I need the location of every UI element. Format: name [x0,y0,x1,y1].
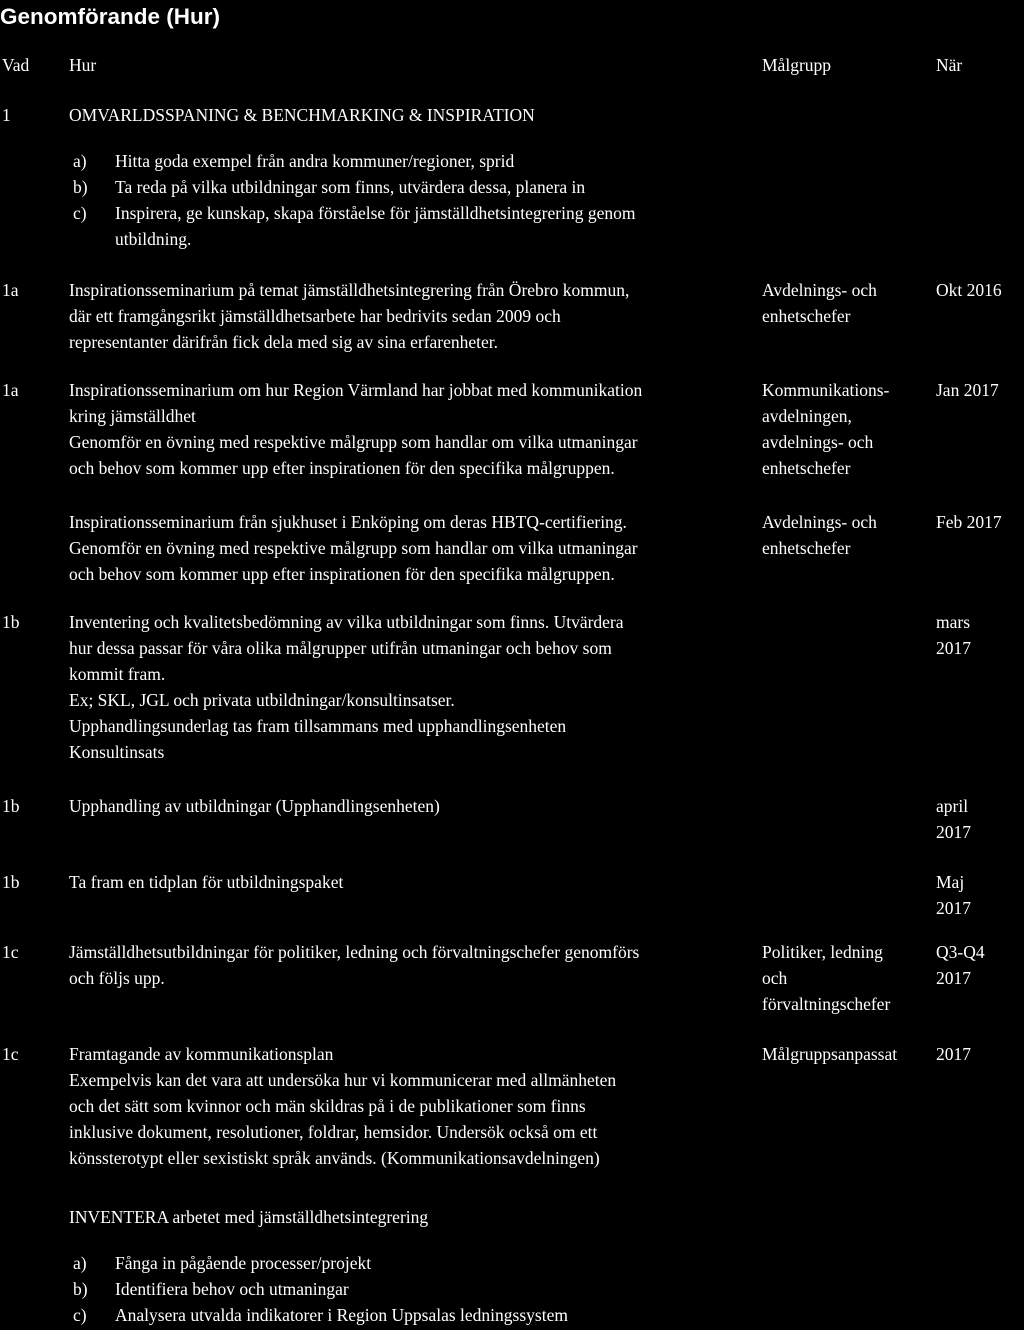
activity-date [936,793,1024,845]
activity-target-group [762,939,932,1017]
activity-description-line: Ta fram en tidplan för utbildningspaket [69,872,344,892]
activity-description-line: inklusive dokument, resolutioner, foldrar, hemsidor. Undersök också om ett [69,1122,598,1142]
inventera-item [73,1276,763,1302]
activity-target-group-line: enhetschefer [762,306,851,326]
inventera-item [73,1302,763,1328]
activity-description-line: Inventering och kvalitetsbedömning av vilka utbildningar som finns. Utvärdera [69,612,624,632]
activity-target-group-line: Avdelnings- och [762,280,877,300]
activity-description-line: Upphandlingsunderlag tas fram tillsammans med upphandlingsenheten [69,716,567,736]
activity-target-group-line: Målgruppsanpassat [762,1044,898,1064]
inventera-title: INVENTERA arbetet med jämställdhetsintegrering [69,1207,429,1227]
goal-text-continued: utbildning. [115,229,192,249]
activity-number [2,939,62,965]
activity-date-line: 2017 [936,1044,971,1064]
activity-target-group-line: enhetschefer [762,458,851,478]
activity-date-line: Feb 2017 [936,512,1002,532]
activity-date [936,277,1024,303]
goal-item [73,174,763,200]
activity-description-line: Genomför en övning med respektive målgrupp som handlar om vilka utmaningar [69,538,638,558]
activity-date [936,377,1024,403]
activity-date [936,1041,1024,1067]
activity-description-line: kommit fram. [69,664,166,684]
activity-number [2,1041,62,1067]
activity-target-group [762,509,932,561]
activity-description [69,939,759,991]
activity-description-line: Genomför en övning med respektive målgrupp som handlar om vilka utmaningar [69,432,638,452]
goal-marker: a) [73,151,87,171]
activity-number-line: 1b [2,872,20,892]
goal-marker: c) [73,203,87,223]
activity-date [936,869,1024,921]
inventera-marker: b) [73,1279,88,1299]
activity-description [69,377,759,481]
goal-text: Hitta goda exempel från andra kommuner/regioner, sprid [115,151,515,171]
activity-number-line: 1c [2,1044,19,1064]
activity-target-group [762,377,932,481]
activity-target-group-line: enhetschefer [762,538,851,558]
activity-target-group-line: Avdelnings- och [762,512,877,532]
activity-date-line: Okt 2016 [936,280,1002,300]
activity-description-line: Konsultinsats [69,742,165,762]
page-heading: Genomförande (Hur) [0,4,221,29]
activity-description-line: Inspirationsseminarium om hur Region Värmland har jobbat med kommunikation [69,380,643,400]
activity-target-group-line: och [762,968,788,988]
activity-target-group-line: Kommunikations- [762,380,890,400]
activity-date-line: april [936,796,969,816]
activity-date-line: 2017 [936,822,971,842]
inventera-marker: a) [73,1253,87,1273]
column-header-malgrupp: Målgrupp [762,55,832,75]
activity-date-line: Q3-Q4 [936,942,985,962]
activity-description-line: Inspirationsseminarium från sjukhuset i Enköping om deras HBTQ-certifiering. [69,512,627,532]
activity-date-line: mars [936,612,971,632]
activity-number [2,793,62,819]
inventera-text: Fånga in pågående processer/projekt [115,1253,372,1273]
inventera-item [73,1250,763,1276]
inventera-marker: c) [73,1305,87,1325]
column-header-vad: Vad [2,55,30,75]
activity-number-line: 1b [2,796,20,816]
activity-description-line: Ex; SKL, JGL och privata utbildningar/konsultinsatser. [69,690,455,710]
column-header-hur: Hur [69,55,97,75]
activity-description-line: Inspirationsseminarium på temat jämställdhetsintegrering från Örebro kommun, [69,280,630,300]
column-header-nar: När [936,55,963,75]
activity-target-group [762,277,932,329]
activity-description-line: hur dessa passar för våra olika målgrupper utifrån utmaningar och behov som [69,638,612,658]
activity-date-line: Maj [936,872,965,892]
activity-description [69,1041,759,1171]
activity-description-line: där ett framgångsrikt jämställdhetsarbete har bedrivits sedan 2009 och [69,306,561,326]
inventera-text: Analysera utvalda indikatorer i Region Uppsalas ledningssystem [115,1305,568,1325]
goal-item [73,200,763,252]
activity-description-line: och behov som kommer upp efter inspirationen för den specifika målgruppen. [69,564,615,584]
goal-item [73,148,763,174]
activity-description [69,509,759,587]
goal-text: Inspirera, ge kunskap, skapa förståelse för jämställdhetsintegrering genom [115,203,636,223]
section-1-goals [73,148,763,252]
activity-description-line: och det sätt som kvinnor och män skildras på i de publikationer som finns [69,1096,586,1116]
inventera-text: Identifiera behov och utmaningar [115,1279,349,1299]
activity-target-group-line: Politiker, ledning [762,942,883,962]
activity-number [2,869,62,895]
activity-date-line: 2017 [936,968,971,988]
activity-description-line: Jämställdhetsutbildningar för politiker, ledning och förvaltningschefer genomförs [69,942,640,962]
activity-description-line: Upphandling av utbildningar (Upphandlingsenheten) [69,796,440,816]
activity-description [69,869,759,895]
activity-date [936,509,1024,535]
activity-target-group-line: avdelnings- och [762,432,874,452]
activity-description [69,609,759,765]
inventera-list [73,1250,763,1328]
section-number: 1 [2,105,11,125]
activity-date-line: Jan 2017 [936,380,999,400]
activity-date-line: 2017 [936,638,971,658]
activity-description-line: kring jämställdhet [69,406,196,426]
activity-description-line: Exempelvis kan det vara att undersöka hur vi kommunicerar med allmänheten [69,1070,617,1090]
goal-marker: b) [73,177,88,197]
activity-number-line: 1b [2,612,20,632]
activity-date [936,609,1024,661]
activity-description-line: och följs upp. [69,968,165,988]
activity-number-line: 1a [2,380,19,400]
activity-number [2,277,62,303]
activity-target-group-line: avdelningen, [762,406,852,426]
goal-text: Ta reda på vilka utbildningar som finns, utvärdera dessa, planera in [115,177,586,197]
activity-description [69,793,759,819]
activity-number-line: 1a [2,280,19,300]
activity-number [2,609,62,635]
activity-target-group-line: förvaltningschefer [762,994,891,1014]
activity-date [936,939,1024,991]
activity-date-line: 2017 [936,898,971,918]
activity-number-line: 1c [2,942,19,962]
activity-description-line: och behov som kommer upp efter inspirationen för den specifika målgruppen. [69,458,615,478]
activity-number [2,377,62,403]
activity-description [69,277,759,355]
activity-description-line: Framtagande av kommunikationsplan [69,1044,334,1064]
activity-description-line: representanter därifrån fick dela med sig av sina erfarenheter. [69,332,499,352]
section-title: OMVARLDSSPANING & BENCHMARKING & INSPIRATION [69,105,535,125]
activity-target-group [762,1041,932,1067]
activity-description-line: könssterotypt eller sexistiskt språk används. (Kommunikationsavdelningen) [69,1148,600,1168]
